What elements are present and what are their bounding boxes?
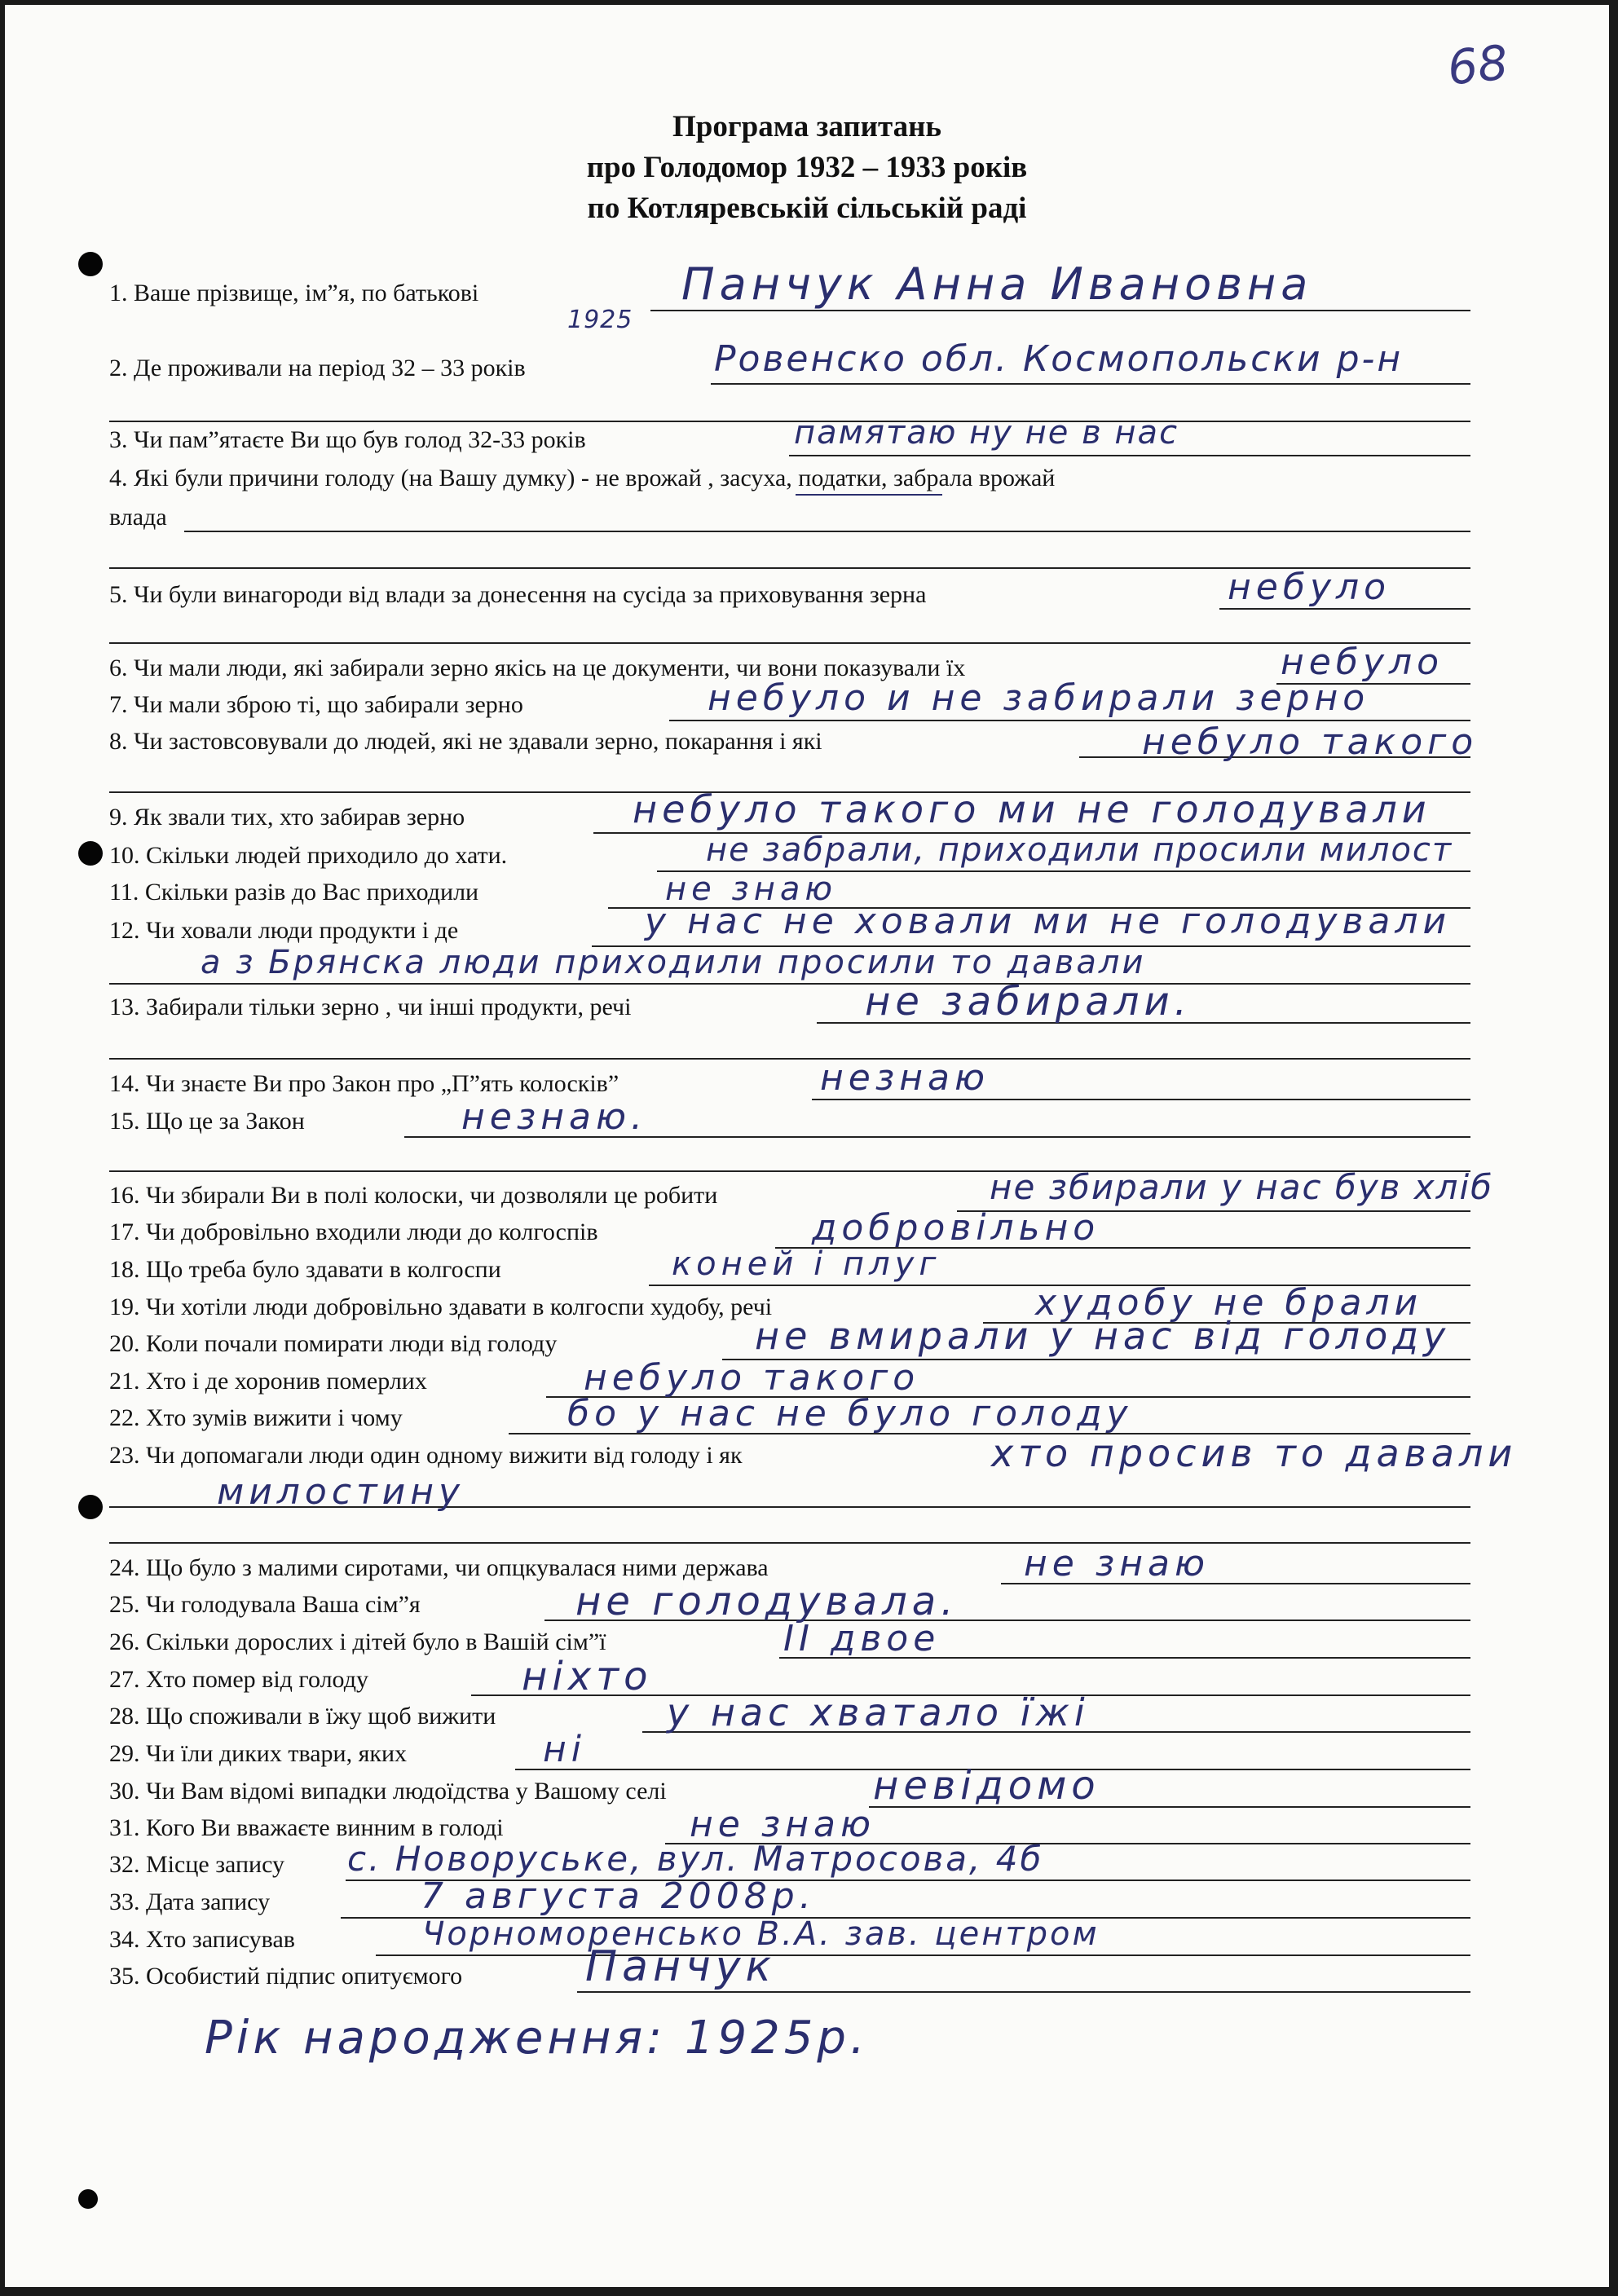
- question-13: 13. Забирали тільки зерно , чи інші продукти, речі: [109, 994, 632, 1020]
- question-4-continued: влада: [109, 504, 167, 531]
- answer-9: небуло такого ми не голодували: [633, 787, 1431, 831]
- punch-hole: [78, 252, 103, 276]
- answer-line: [184, 531, 1470, 532]
- answer-16: не збирали у нас був хліб: [990, 1167, 1494, 1207]
- question-7: 7. Чи мали зброю ті, що забирали зерно: [109, 691, 523, 718]
- answer-line: [109, 983, 1470, 985]
- document-page: [5, 5, 1609, 2287]
- page-title: [5, 107, 1609, 229]
- question-4: 4. Які були причини голоду (на Вашу думку) - не врожай , засуха, податки, забрала врожай: [109, 465, 1056, 491]
- answer-7: небуло и не забирали зерно: [708, 677, 1370, 719]
- question-12: 12. Чи ховали люди продукти і де: [109, 917, 459, 944]
- answer-18: коней і плуг: [672, 1245, 941, 1283]
- question-20: 20. Коли почали помирати люди від голоду: [109, 1330, 558, 1357]
- answer-26: II двое: [783, 1618, 941, 1659]
- question-5: 5. Чи були винагороди від влади за донесення на сусіда за приховування зерна: [109, 581, 927, 608]
- question-32: 32. Місце запису: [109, 1851, 284, 1878]
- answer-line: [812, 1099, 1470, 1100]
- question-27: 27. Хто помер від голоду: [109, 1666, 368, 1693]
- answer-10: не забрали, приходили просили милост: [706, 831, 1453, 869]
- question-1: 1. Ваше прізвище, ім”я, по батькові: [109, 280, 479, 306]
- answer-25: не голодувала.: [575, 1579, 959, 1624]
- question-11: 11. Скільки разів до Вас приходили: [109, 879, 479, 906]
- answer-21: небуло такого: [584, 1357, 920, 1399]
- question-22: 22. Хто зумів вижити і чому: [109, 1404, 403, 1431]
- answer-1: Панчук Анна Ивановна: [681, 258, 1313, 310]
- question-35: 35. Особистий підпис опитуємого: [109, 1963, 463, 1990]
- answer-20: не вмирали у нас від голоду: [755, 1314, 1451, 1358]
- question-23: 23. Чи допомагали люди один одному вижити від голоду і як: [109, 1442, 743, 1469]
- answer-12-continued: а з Брянска люди приходили просили то давали: [201, 944, 1146, 981]
- answer-line: [109, 1542, 1470, 1544]
- answer-23: хто просив то давали: [991, 1431, 1518, 1475]
- question-24: 24. Що було з малими сиротами, чи опцкувалася ними держава: [109, 1554, 769, 1581]
- answer-33: 7 августа 2008р.: [421, 1875, 816, 1917]
- answer-29: ні: [543, 1729, 586, 1770]
- question-34: 34. Хто записував: [109, 1926, 295, 1953]
- title-line-2: про Голодомор 1932 – 1933 років: [586, 151, 1028, 184]
- answer-line: [1219, 608, 1470, 610]
- question-18: 18. Що треба було здавати в колгоспи: [109, 1256, 501, 1283]
- question-19: 19. Чи хотіли люди добровільно здавати в колгоспи худобу, речі: [109, 1293, 773, 1320]
- answer-line: [109, 421, 1470, 422]
- birth-year-note: 1925: [567, 306, 633, 334]
- answer-line: [376, 1954, 1470, 1956]
- answer-12: у нас не ховали ми не голодували: [645, 901, 1452, 942]
- answer-27: ніхто: [522, 1654, 653, 1699]
- title-line-1: Програма запитань: [672, 110, 941, 143]
- question-31: 31. Кого Ви вважаєте винним в голоді: [109, 1814, 504, 1841]
- question-14: 14. Чи знаєте Ви про Закон про „П”ять колосків”: [109, 1070, 619, 1097]
- question-3: 3. Чи пам”ятаєте Ви що був голод 32-33 років: [109, 426, 586, 453]
- answer-28: у нас хватало їжі: [667, 1690, 1090, 1734]
- question-21: 21. Хто і де хоронив померлих: [109, 1368, 427, 1395]
- answer-line: [577, 1991, 1470, 1993]
- answer-line: [650, 310, 1470, 311]
- punch-hole: [78, 1495, 103, 1519]
- question-29: 29. Чи їли диких твари, яких: [109, 1740, 408, 1767]
- question-6: 6. Чи мали люди, які забирали зерно якісь на це документи, чи вони показували їх: [109, 654, 966, 681]
- question-26: 26. Скільки дорослих і дітей було в Вашій сім”ї: [109, 1628, 606, 1655]
- question-15: 15. Що це за Закон: [109, 1108, 305, 1135]
- answer-line: [109, 1058, 1470, 1060]
- question-10: 10. Скільки людей приходило до хати.: [109, 842, 508, 869]
- answer-3: памятаю ну не в нас: [794, 414, 1179, 452]
- question-33: 33. Дата запису: [109, 1888, 271, 1915]
- punch-hole: [78, 2189, 98, 2209]
- answer-23-continued: милостину: [217, 1471, 465, 1513]
- question-9: 9. Як звали тих, хто забирав зерно: [109, 804, 465, 831]
- title-line-3: по Котляревській сільській раді: [587, 192, 1027, 225]
- punch-hole: [78, 841, 103, 866]
- answer-line: [109, 642, 1470, 644]
- answer-30: невідомо: [873, 1763, 1100, 1809]
- signature: Панчук: [585, 1942, 776, 1991]
- question-16: 16. Чи збирали Ви в полі колоски, чи дозволяли це робити: [109, 1182, 718, 1209]
- answer-17: добровільно: [812, 1207, 1100, 1249]
- answer-line: [711, 383, 1470, 385]
- answer-19: худобу не брали: [1035, 1282, 1423, 1324]
- answer-line: [789, 455, 1470, 456]
- answer-5: небуло: [1228, 566, 1391, 608]
- page-number: 68: [1444, 34, 1511, 96]
- answer-2: Ровенско обл. Космопольски р-н: [714, 338, 1404, 380]
- answer-32: с. Новоруське, вул. Матросова, 4б: [347, 1839, 1044, 1879]
- answer-31: не знаю: [690, 1804, 875, 1845]
- answer-24: не знаю: [1024, 1543, 1210, 1584]
- answer-22: бо у нас не було голоду: [567, 1393, 1133, 1434]
- answer-14: незнаю: [820, 1057, 990, 1099]
- answer-15: незнаю.: [461, 1096, 647, 1138]
- answer-11: не знаю: [665, 870, 838, 908]
- question-30: 30. Чи Вам відомі випадки людоїдства у Вашому селі: [109, 1778, 667, 1805]
- question-25: 25. Чи голодувала Ваша сім”я: [109, 1591, 421, 1618]
- answer-34: Чорноморенсько В.А. зав. центром: [422, 1915, 1100, 1953]
- question-17: 17. Чи добровільно входили люди до колгоспів: [109, 1219, 598, 1245]
- underline-mark: [796, 494, 942, 496]
- answer-8: небуло такого: [1142, 721, 1479, 763]
- answer-13: не забирали.: [865, 979, 1192, 1025]
- question-8: 8. Чи застовсовували до людей, які не здавали зерно, покарання і які: [109, 728, 822, 755]
- birth-year-footer: Рік народження: 1925р.: [205, 2012, 869, 2065]
- answer-6: небуло: [1281, 641, 1444, 683]
- question-28: 28. Що споживали в їжу щоб вижити: [109, 1703, 496, 1730]
- question-2: 2. Де проживали на період 32 – 33 років: [109, 355, 526, 381]
